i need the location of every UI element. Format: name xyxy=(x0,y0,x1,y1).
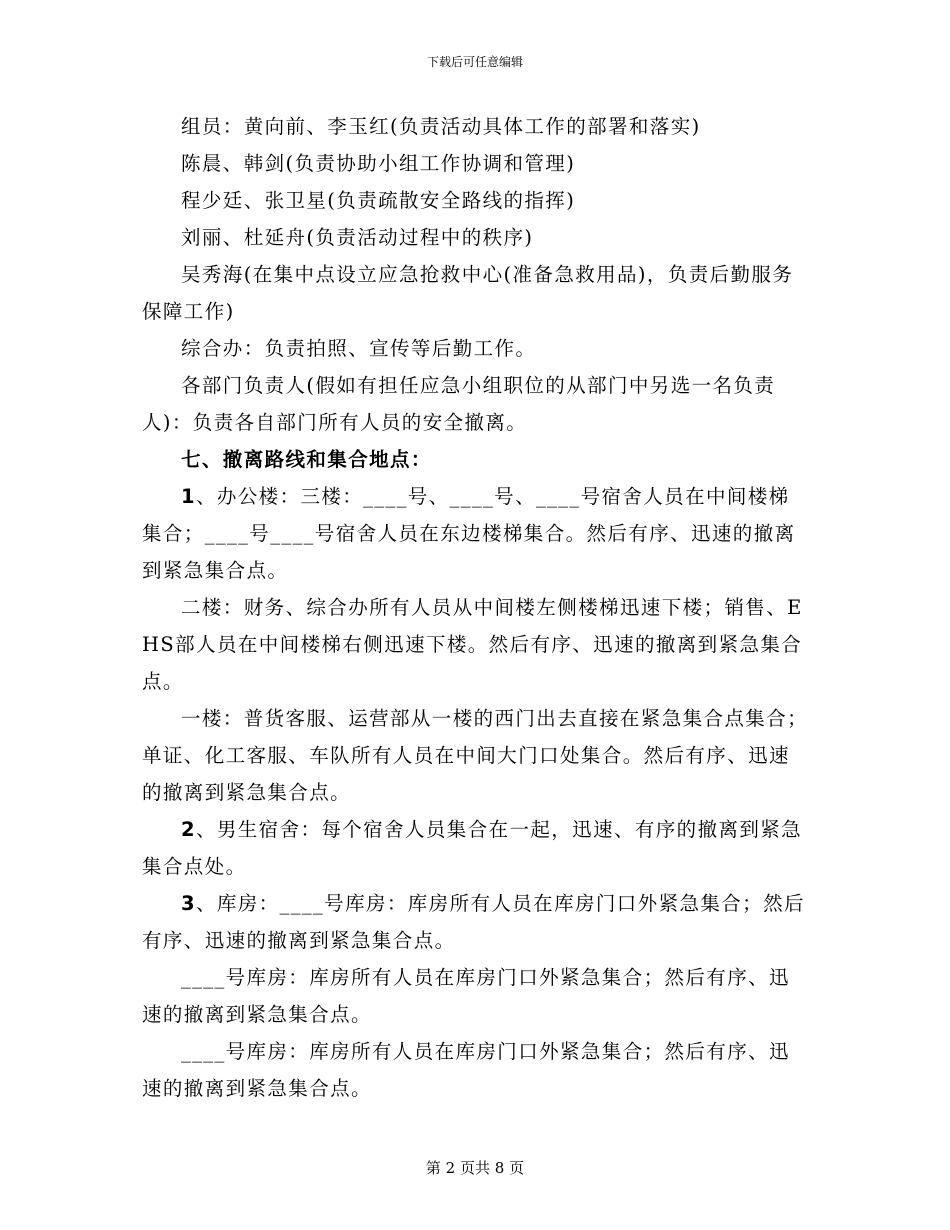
paragraph-first-floor: 一楼：普货客服、运营部从一楼的西门出去直接在紧急集合点集合；单证、化工客服、车队所有人员在中间大门口处集合。然后有序、迅速的撤离到紧急集合点。 xyxy=(142,707,809,804)
item-number: 2 xyxy=(181,818,196,841)
paragraph-admin-office: 综合办：负责拍照、宣传等后勤工作。 xyxy=(181,337,537,360)
page-header: 下载后可任意编辑 xyxy=(426,55,523,69)
paragraph-members: 组员：黄向前、李玉红(负责活动具体工作的部署和落实) xyxy=(181,115,701,138)
paragraph-department-heads: 各部门负责人(假如有担任应急小组职位的从部门中另选一名负责人)：负责各自部门所有人员的安全撤离。 xyxy=(142,374,776,434)
item-text: 、库房：____号库房：库房所有人员在库房门口外紧急集合；然后有序、迅速的撤离到紧急集合点。 xyxy=(142,892,805,952)
item-number: 1 xyxy=(181,485,196,508)
paragraph-warehouse-3: ____号库房：库房所有人员在库房门口外紧急集合；然后有序、迅速的撤离到紧急集合点。 xyxy=(142,1040,790,1100)
page-footer: 第 2 页共 8 页 xyxy=(425,1159,525,1177)
item-number: 3 xyxy=(181,892,196,915)
paragraph-office-building xyxy=(142,478,810,589)
paragraph-second-floor: 二楼：财务、综合办所有人员从中间楼左侧楼梯迅速下楼；销售、EHS部人员在中间楼梯右侧迅速下楼。然后有序、迅速的撤离到紧急集合点。 xyxy=(142,596,803,693)
item-text: 、男生宿舍：每个宿舍人员集合在一起，迅速、有序的撤离到紧急集合点处。 xyxy=(142,818,803,878)
paragraph-order: 刘丽、杜延舟(负责活动过程中的秩序) xyxy=(181,226,534,249)
paragraph-warehouse xyxy=(142,885,810,959)
paragraph-first-aid: 吴秀海(在集中点设立应急抢救中心(准备急救用品)，负责后勤服务保障工作) xyxy=(142,263,794,323)
item-text: 、办公楼：三楼：____号、____号、____号宿舍人员在中间楼梯集合；____号____号宿舍人员在东边楼梯集合。然后有序、迅速的撤离到紧急集合点。 xyxy=(142,485,796,582)
paragraph-coordination: 陈晨、韩剑(负责协助小组工作协调和管理) xyxy=(181,152,576,175)
paragraph-male-dormitory xyxy=(142,811,810,885)
paragraph-warehouse-2: ____号库房：库房所有人员在库房门口外紧急集合；然后有序、迅速的撤离到紧急集合点。 xyxy=(142,966,790,1026)
section-heading-evacuation: 七、撤离路线和集合地点： xyxy=(181,448,432,471)
document-body xyxy=(142,108,810,1107)
paragraph-route-guidance: 程少廷、张卫星(负责疏散安全路线的指挥) xyxy=(181,189,576,212)
